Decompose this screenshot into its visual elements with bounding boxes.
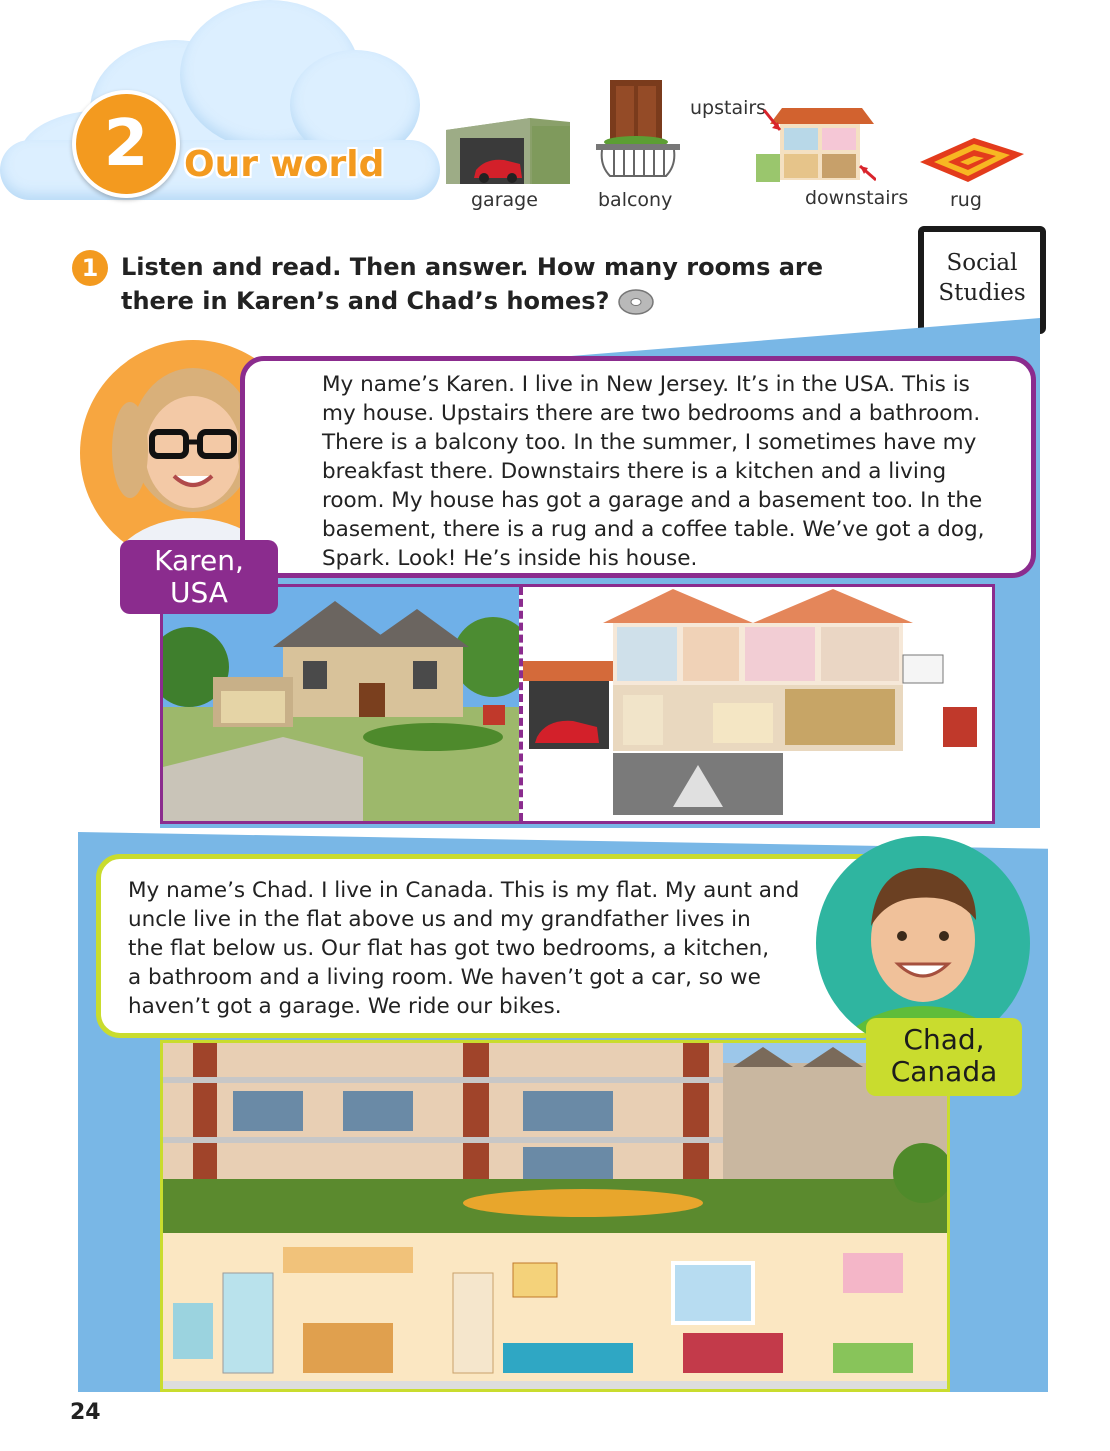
audio-cd-icon[interactable] bbox=[618, 288, 654, 316]
balcony-icon bbox=[596, 80, 680, 184]
subject-monitor-screen bbox=[918, 226, 1046, 334]
karen-name: Karen, bbox=[154, 544, 244, 577]
vocab-label-downstairs: downstairs bbox=[805, 187, 909, 209]
karen-story-line: My name’s Karen. I live in New Jersey. It’s in the USA. This is bbox=[322, 372, 970, 397]
chad-story-line: haven’t got a garage. We ride our bikes. bbox=[128, 994, 562, 1019]
subject-line-2: Studies bbox=[938, 280, 1026, 306]
subject-line-1: Social bbox=[946, 250, 1018, 276]
karen-name-tag bbox=[120, 540, 278, 614]
unit-number-badge: 2 bbox=[72, 90, 180, 198]
exercise-instruction bbox=[121, 250, 841, 318]
chad-country: Canada bbox=[890, 1055, 998, 1088]
exercise-instruction-text: Listen and read. Then answer. How many rooms are there in Karen’s and Chad’s homes? bbox=[121, 253, 824, 315]
exercise-number: 1 bbox=[72, 250, 108, 286]
chad-name-tag bbox=[866, 1018, 1022, 1096]
vocab-label-upstairs: upstairs bbox=[690, 97, 767, 119]
page-number: 24 bbox=[70, 1400, 101, 1425]
vocab-label-rug: rug bbox=[950, 189, 982, 211]
chad-name: Chad, bbox=[903, 1023, 985, 1056]
karen-house-photo bbox=[163, 587, 519, 821]
unit-title: Our world bbox=[184, 144, 385, 185]
karen-story-line: room. My house has got a garage and a basement too. In the bbox=[322, 488, 983, 513]
karen-house-cutaway bbox=[523, 587, 993, 821]
chad-flat-images bbox=[160, 1040, 950, 1392]
header-cloud bbox=[0, 0, 440, 220]
karen-story-text bbox=[322, 370, 985, 573]
vocab-label-garage: garage bbox=[471, 189, 538, 211]
chad-story-line: the flat below us. Our flat has got two bedrooms, a kitchen, bbox=[128, 936, 770, 961]
chad-story-line: a bathroom and a living room. We haven’t got a car, so we bbox=[128, 965, 761, 990]
chad-apartment-photo bbox=[163, 1043, 947, 1233]
rug-icon bbox=[918, 134, 1026, 186]
karen-story-line: breakfast there. Downstairs there is a kitchen and a living bbox=[322, 459, 947, 484]
chad-story-line: My name’s Chad. I live in Canada. This is my flat. My aunt and bbox=[128, 878, 800, 903]
karen-story-line: There is a balcony too. In the summer, I sometimes have my bbox=[322, 430, 977, 455]
karen-story-line: Spark. Look! He’s inside his house. bbox=[322, 546, 698, 571]
chad-story-text bbox=[128, 876, 799, 1021]
karen-story-line: my house. Upstairs there are two bedrooms and a bathroom. bbox=[322, 401, 981, 426]
chad-story-line: uncle live in the flat above us and my grandfather lives in bbox=[128, 907, 751, 932]
chad-flat-cutaway bbox=[163, 1233, 947, 1392]
karen-house-images bbox=[160, 584, 995, 824]
house-cutaway-icon bbox=[756, 94, 876, 182]
vocab-label-balcony: balcony bbox=[598, 189, 673, 211]
garage-icon bbox=[446, 112, 570, 184]
karen-story-line: basement, there is a rug and a coffee table. We’ve got a dog, bbox=[322, 517, 985, 542]
karen-country: USA bbox=[170, 576, 228, 609]
